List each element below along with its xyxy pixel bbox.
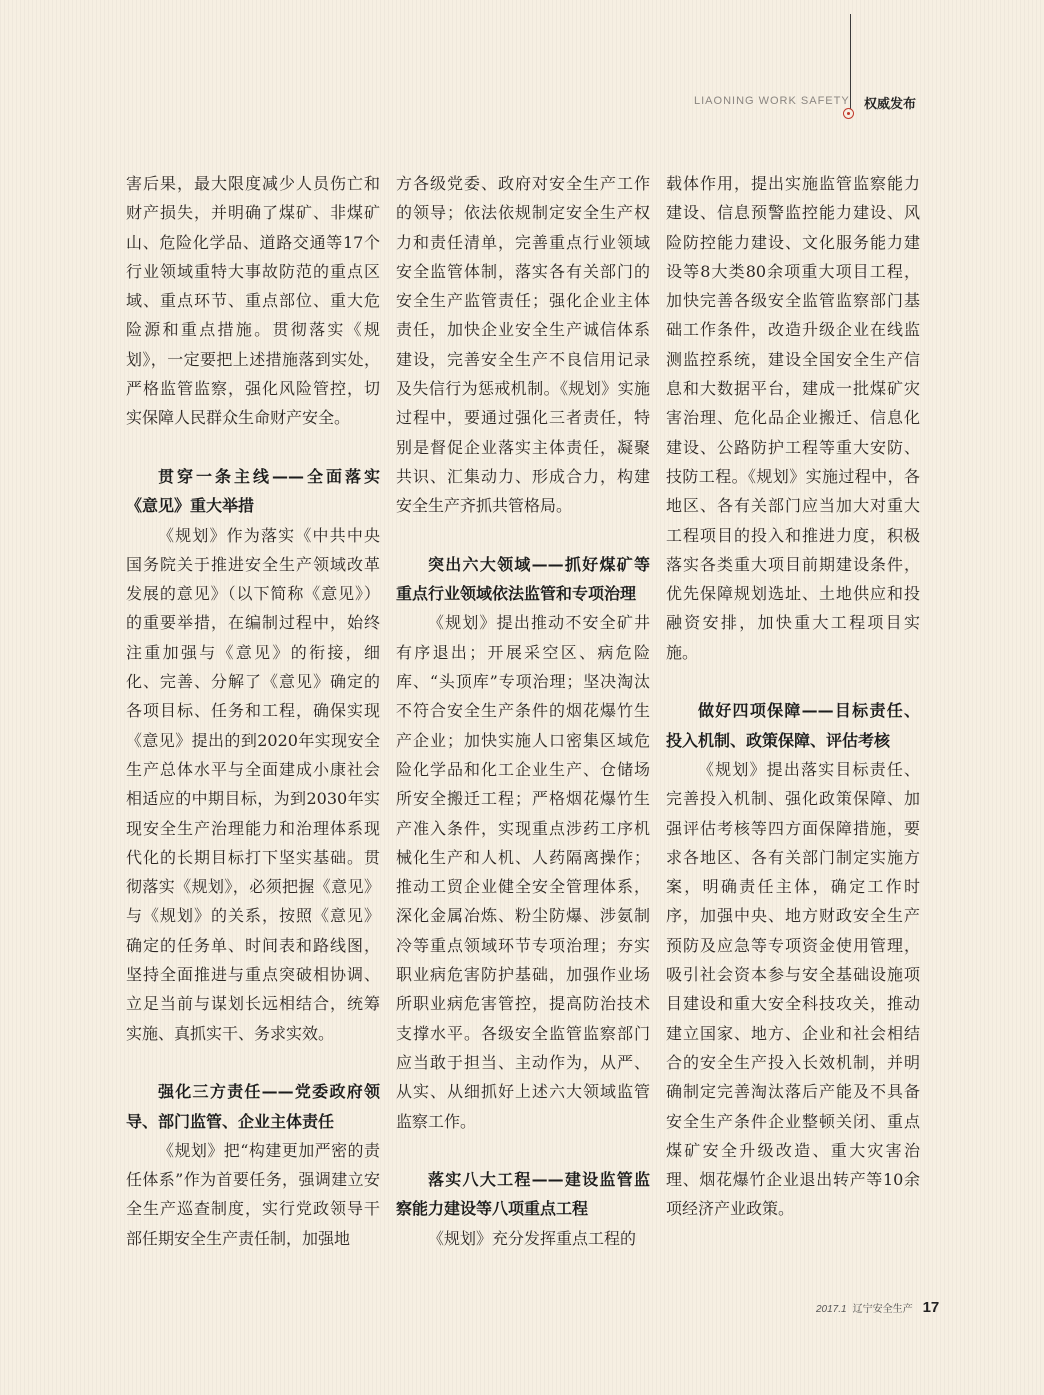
paragraph: 《规划》充分发挥重点工程的	[428, 1228, 637, 1248]
page-number: 17	[922, 1299, 940, 1316]
article-column-1	[126, 169, 380, 1253]
header-english-title: LIAONING WORK SAFETY	[694, 95, 850, 107]
section-heading: 做好四项保障——目标责任、投入机制、政策保障、评估考核	[666, 701, 920, 750]
section-heading: 落实八大工程——建设监管监察能力建设等八项重点工程	[396, 1170, 650, 1219]
header-marker-icon	[843, 108, 854, 119]
magazine-name: 辽宁安全生产	[852, 1304, 913, 1315]
section-heading: 强化三方责任——党委政府领导、部门监管、企业主体责任	[126, 1082, 380, 1131]
paragraph: 《规划》作为落实《中共中央国务院关于推进安全生产领域改革发展的意见》（以下简称《意见》）的重要举措，在编制过程中，始终注重加强与《意见》的衔接，细化、完善、分解了《意见》确定的各项目标、任务和工程，确保实现《意见》提出的到2020年实现安全生产总体水平与全面建成小康社会相适应的中期目标，为到2030年实现安全生产治理能力和治理体系现代化的长期目标打下坚实基础。贯彻落实《规划》，必须把握《意见》与《规划》的关系，按照《意见》确定的任务单、时间表和路线图，坚持全面推进与重点突破相协调、立足当前与谋划长远相结合，统筹实施、真抓实干、务求实效。	[126, 525, 380, 1043]
paragraph: 载体作用，提出实施监管监察能力建设、信息预警监控能力建设、风险防控能力建设、文化服务能力建设等8大类80余项重大项目工程，加快完善各级安全监管监察部门基础工作条件，改造升级企业在线监测监控系统，建设全国安全生产信息和大数据平台，建成一批煤矿灾害治理、危化品企业搬迁、信息化建设、公路防护工程等重大安防、技防工程。《规划》实施过程中，各地区、各有关部门应当加大对重大工程项目的投入和推进力度，积极落实各类重大项目前期建设条件，优先保障规划选址、土地供应和投融资安排，加快重大工程项目实施。	[666, 174, 920, 662]
header-divider-line	[850, 14, 851, 109]
paragraph: 《规划》提出落实目标责任、完善投入机制、强化政策保障、加强评估考核等四方面保障措施，要求各地区、各有关部门制定实施方案，明确责任主体，确定工作时序，加强中央、地方财政安全生产预防及应急等专项资金使用管理，吸引社会资本参与安全基础设施项目建设和重大安全科技攻关，推动建立国家、地方、企业和社会相结合的安全生产投入长效机制，并明确制定完善淘汰落后产能及不具备安全生产条件企业整顿关闭、重点煤矿安全升级改造、重大灾害治理、烟花爆竹企业退出转产等10余项经济产业政策。	[666, 759, 920, 1219]
page-footer	[816, 1297, 939, 1316]
paragraph: 害后果，最大限度减少人员伤亡和财产损失，并明确了煤矿、非煤矿山、危险化学品、道路交通等17个行业领域重特大事故防范的重点区域、重点环节、重点部位、重大危险源和重点措施。贯彻落实《规划》，一定要把上述措施落到实处，严格监管监察，强化风险管控，切实保障人民群众生命财产安全。	[126, 174, 380, 428]
article-column-2	[396, 169, 650, 1253]
header-section-title: 权威发布	[864, 97, 917, 112]
issue-date: 2017.1	[816, 1304, 847, 1315]
paragraph: 《规划》把“构建更加严密的责任体系”作为首要任务，强调建立安全生产巡查制度，实行党政领导干部任期安全生产责任制，加强地	[126, 1140, 380, 1248]
paragraph: 方各级党委、政府对安全生产工作的领导；依法依规制定安全生产权力和责任清单，完善重点行业领域安全监管体制，落实各有关部门的安全生产监管责任；强化企业主体责任，加快企业安全生产诚信体系建设，完善安全生产不良信用记录及失信行为惩戒机制。《规划》实施过程中，要通过强化三者责任，特别是督促企业落实主体责任，凝聚共识、汇集动力、形成合力，构建安全生产齐抓共管格局。	[396, 174, 650, 516]
section-heading: 贯穿一条主线——全面落实《意见》重大举措	[126, 466, 380, 516]
paragraph: 《规划》提出推动不安全矿井有序退出；开展采空区、病危险库、“头顶库”专项治理；坚决淘汰不符合安全生产条件的烟花爆竹生产企业；加快实施人口密集区域危险化学品和化工企业生产、仓储场所安全搬迁工程；严格烟花爆竹生产准入条件，实现重点涉药工序机械化生产和人机、人药隔离操作；推动工贸企业健全安全管理体系，深化金属冶炼、粉尘防爆、涉氨制冷等重点领域环节专项治理；夯实职业病危害防护基础，加强作业场所职业病危害管控，提高防治技术支撑水平。各级安全监管监察部门应当敢于担当、主动作为，从严、从实、从细抓好上述六大领域监管监察工作。	[396, 613, 650, 1131]
article-column-3	[666, 169, 920, 1224]
section-heading: 突出六大领域——抓好煤矿等重点行业领域依法监管和专项治理	[396, 554, 650, 604]
